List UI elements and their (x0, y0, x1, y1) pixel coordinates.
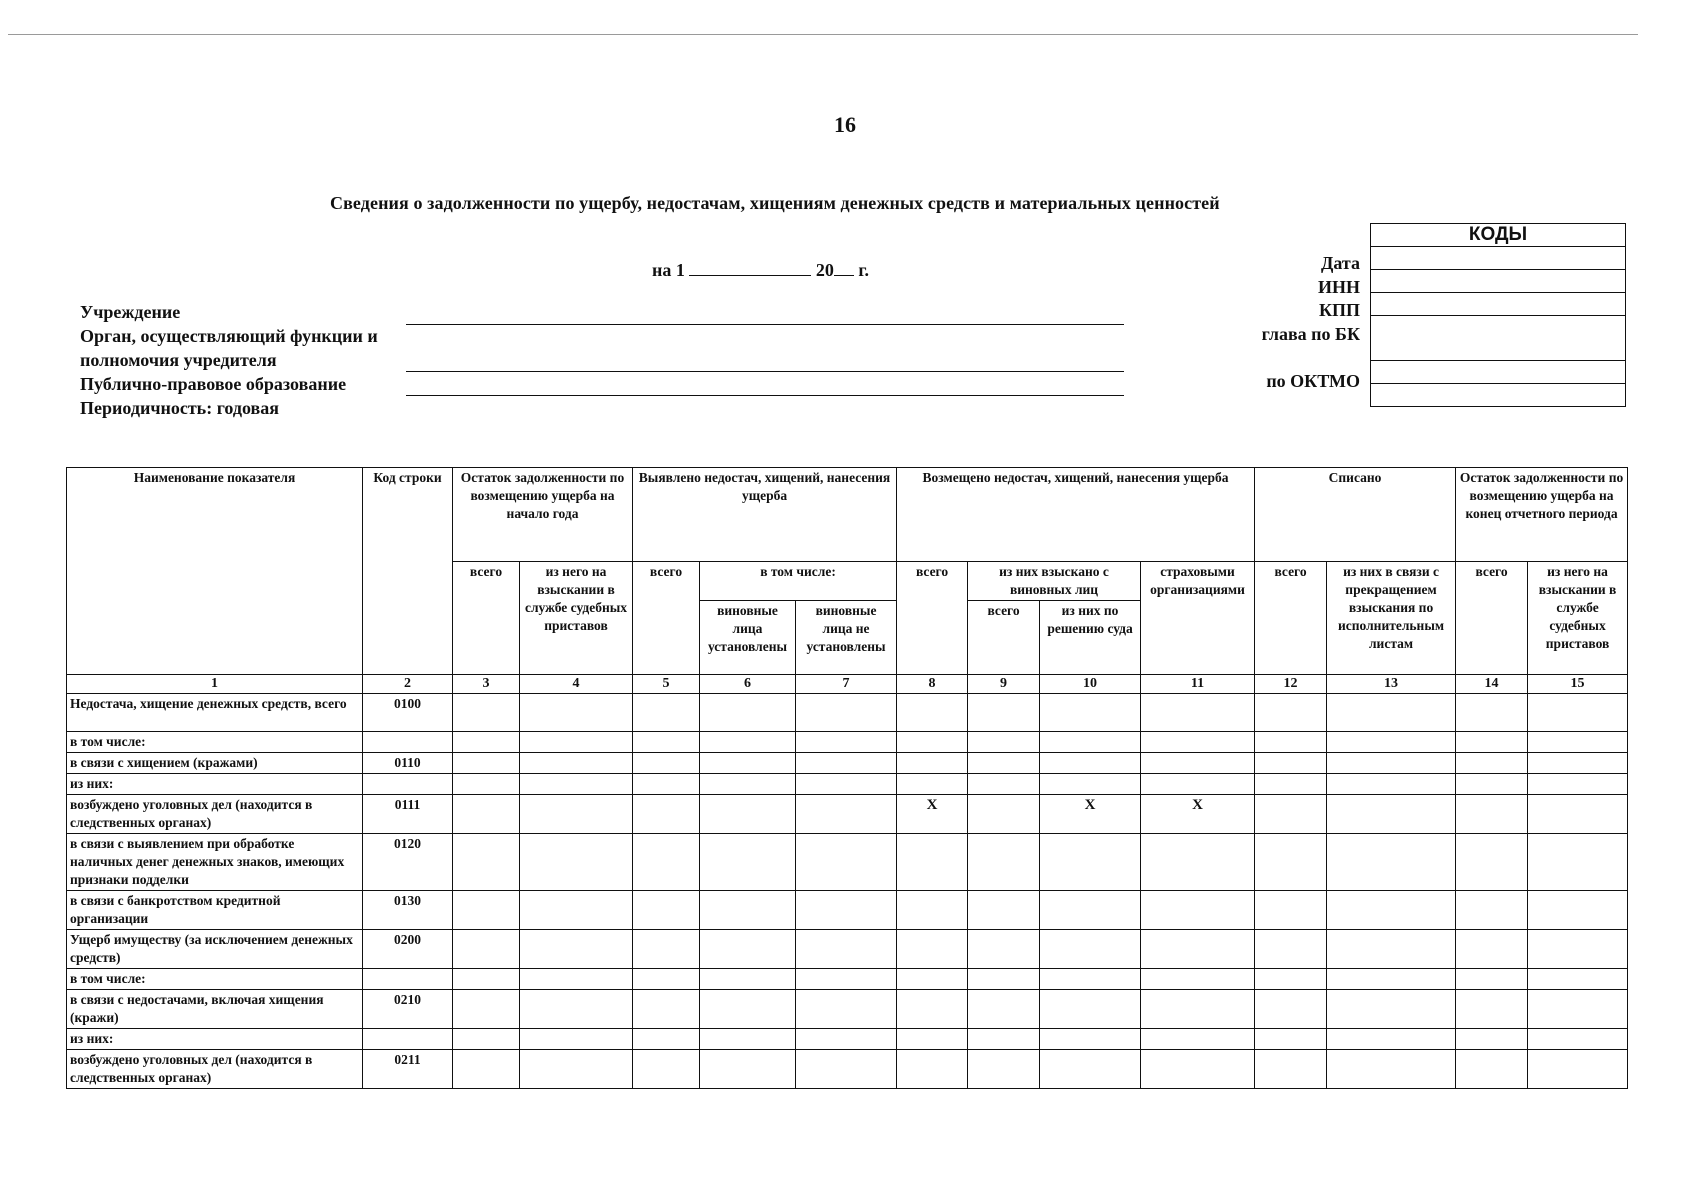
value-cell[interactable] (633, 753, 700, 774)
row-name: в том числе: (67, 969, 363, 990)
value-cell[interactable] (1141, 732, 1255, 753)
glava-bk-code-cell[interactable] (1371, 316, 1626, 361)
value-cell[interactable] (520, 774, 633, 795)
value-cell[interactable] (1327, 834, 1456, 891)
table-row (67, 1050, 1628, 1089)
value-cell[interactable] (1528, 990, 1628, 1029)
col-num: 4 (520, 675, 633, 694)
header-c4-bailiffs: из него на взыскании в службе судебных приставов (520, 562, 633, 675)
header-c8-total: всего (897, 562, 968, 675)
value-cell[interactable] (1255, 694, 1327, 732)
value-cell[interactable] (897, 732, 968, 753)
value-cell[interactable] (1141, 930, 1255, 969)
value-cell[interactable] (700, 732, 796, 753)
value-cell[interactable] (897, 774, 968, 795)
cell-x-mark: X (897, 795, 968, 834)
value-cell[interactable] (700, 774, 796, 795)
value-cell[interactable] (1327, 990, 1456, 1029)
value-cell[interactable] (1528, 1050, 1628, 1089)
value-cell[interactable] (520, 732, 633, 753)
value-cell[interactable] (1327, 774, 1456, 795)
value-cell[interactable] (520, 990, 633, 1029)
value-cell[interactable] (796, 1050, 897, 1089)
table-row (67, 1029, 1628, 1050)
value-cell[interactable] (453, 969, 520, 990)
value-cell[interactable] (1255, 891, 1327, 930)
value-cell[interactable] (1255, 795, 1327, 834)
value-cell[interactable] (1255, 930, 1327, 969)
value-cell[interactable] (453, 774, 520, 795)
value-cell[interactable] (1040, 969, 1141, 990)
value-cell[interactable] (1040, 1029, 1141, 1050)
header-name: Наименование показателя (67, 468, 363, 675)
column-number-row (67, 675, 1628, 694)
header-detected: Выявлено недостач, хищений, нанесения ущерба (633, 468, 897, 562)
value-cell[interactable] (1528, 834, 1628, 891)
value-cell[interactable] (897, 930, 968, 969)
value-cell[interactable] (1528, 930, 1628, 969)
header-c3-total: всего (453, 562, 520, 675)
page-number: 16 (834, 112, 856, 137)
value-cell[interactable] (1456, 990, 1528, 1029)
top-rule (8, 34, 1638, 35)
row-code: 0100 (363, 694, 453, 732)
value-cell[interactable] (796, 990, 897, 1029)
value-cell[interactable] (1255, 774, 1327, 795)
value-cell[interactable] (700, 891, 796, 930)
value-cell[interactable] (1255, 753, 1327, 774)
value-cell[interactable] (1040, 732, 1141, 753)
value-cell[interactable] (633, 930, 700, 969)
value-cell[interactable] (453, 1029, 520, 1050)
row-name: в том числе: (67, 732, 363, 753)
kpp-code-label: КПП (1318, 300, 1360, 320)
value-cell[interactable] (968, 694, 1040, 732)
value-cell[interactable] (968, 795, 1040, 834)
value-cell[interactable] (1327, 753, 1456, 774)
value-cell[interactable] (1040, 930, 1141, 969)
header-c9-total: всего (968, 601, 1040, 675)
value-cell[interactable] (633, 694, 700, 732)
value-cell[interactable] (968, 930, 1040, 969)
row-name: в связи с недостачами, включая хищения (кражи) (67, 990, 363, 1029)
col-num: 9 (968, 675, 1040, 694)
year-blank-field[interactable] (834, 257, 854, 276)
codes-table (1370, 223, 1626, 407)
cell-x-mark: X (1040, 795, 1141, 834)
value-cell[interactable] (520, 1029, 633, 1050)
value-cell[interactable] (1141, 774, 1255, 795)
table-row (67, 694, 1628, 732)
report-date-line (652, 257, 869, 281)
row-code: 0211 (363, 1050, 453, 1089)
row-code: 0210 (363, 990, 453, 1029)
value-cell[interactable] (1456, 1050, 1528, 1089)
value-cell[interactable] (796, 753, 897, 774)
value-cell[interactable] (968, 891, 1040, 930)
value-cell[interactable] (968, 774, 1040, 795)
value-cell[interactable] (453, 834, 520, 891)
col-num: 8 (897, 675, 968, 694)
header-written-off: Списано (1255, 468, 1456, 562)
value-cell[interactable] (796, 795, 897, 834)
value-cell[interactable] (968, 1050, 1040, 1089)
value-cell[interactable] (1327, 1050, 1456, 1089)
value-cell[interactable] (453, 1050, 520, 1089)
value-cell[interactable] (897, 694, 968, 732)
value-cell[interactable] (968, 1029, 1040, 1050)
row-code: 0130 (363, 891, 453, 930)
value-cell[interactable] (968, 732, 1040, 753)
value-cell[interactable] (796, 891, 897, 930)
value-cell[interactable] (1327, 732, 1456, 753)
header-c10-court: из них по решению суда (1040, 601, 1141, 675)
value-cell[interactable] (1255, 990, 1327, 1029)
inn-code-label: ИНН (1317, 277, 1360, 297)
value-cell[interactable] (633, 891, 700, 930)
value-cell[interactable] (453, 753, 520, 774)
value-cell[interactable] (968, 834, 1040, 891)
value-cell[interactable] (1141, 753, 1255, 774)
value-cell[interactable] (1040, 990, 1141, 1029)
value-cell[interactable] (1141, 834, 1255, 891)
header-compensated: Возмещено недостач, хищений, нанесения ущерба (897, 468, 1255, 562)
header-c13-writs: из них в связи с прекращением взыскания по исполнительным листам (1327, 562, 1456, 675)
header-c7-culprits-not-found: виновные лица не установлены (796, 601, 897, 675)
table-row (67, 774, 1628, 795)
row-name: в связи с банкротством кредитной организации (67, 891, 363, 930)
value-cell[interactable] (1456, 753, 1528, 774)
value-cell[interactable] (700, 834, 796, 891)
row-name: из них: (67, 1029, 363, 1050)
value-cell[interactable] (1255, 969, 1327, 990)
value-cell[interactable] (453, 732, 520, 753)
header-c5-total: всего (633, 562, 700, 675)
oktmo-code-cell[interactable] (1371, 361, 1626, 384)
founder-label-line2: полномочия учредителя (80, 350, 277, 370)
header-including: в том числе: (700, 562, 897, 601)
col-num: 1 (67, 675, 363, 694)
header-balance-start: Остаток задолженности по возмещению ущерба на начало года (453, 468, 633, 562)
value-cell[interactable] (796, 930, 897, 969)
value-cell[interactable] (633, 774, 700, 795)
value-cell[interactable] (453, 930, 520, 969)
col-num: 7 (796, 675, 897, 694)
value-cell[interactable] (968, 969, 1040, 990)
extra-code-cell[interactable] (1371, 384, 1626, 407)
header-code: Код строки (363, 468, 453, 675)
value-cell[interactable] (633, 795, 700, 834)
value-cell[interactable] (1456, 891, 1528, 930)
value-cell[interactable] (1327, 1029, 1456, 1050)
table-row (67, 969, 1628, 990)
value-cell[interactable] (1141, 969, 1255, 990)
value-cell[interactable] (897, 1029, 968, 1050)
value-cell[interactable] (1327, 694, 1456, 732)
value-cell[interactable] (1141, 1029, 1255, 1050)
value-cell[interactable] (1528, 969, 1628, 990)
value-cell[interactable] (796, 694, 897, 732)
col-num: 12 (1255, 675, 1327, 694)
value-cell[interactable] (1327, 795, 1456, 834)
header-recovered-culprits: из них взыскано с виновных лиц (968, 562, 1141, 601)
value-cell[interactable] (520, 795, 633, 834)
date-code-label: Дата (1321, 253, 1360, 273)
value-cell[interactable] (1456, 795, 1528, 834)
year-prefix: 20 (815, 260, 834, 280)
oktmo-label: по ОКТМО (1266, 371, 1360, 391)
value-cell[interactable] (633, 1050, 700, 1089)
col-num: 13 (1327, 675, 1456, 694)
header-c6-culprits-found: виновные лица установлены (700, 601, 796, 675)
glava-bk-label: глава по БК (1261, 324, 1360, 344)
value-cell[interactable] (1040, 774, 1141, 795)
row-code: 0111 (363, 795, 453, 834)
value-cell[interactable] (520, 969, 633, 990)
value-cell[interactable] (897, 990, 968, 1029)
table-body (67, 694, 1628, 1089)
value-cell[interactable] (1040, 1050, 1141, 1089)
value-cell[interactable] (453, 795, 520, 834)
value-cell[interactable] (897, 753, 968, 774)
row-name: возбуждено уголовных дел (находится в следственных органах) (67, 1050, 363, 1089)
institution-field[interactable] (406, 324, 1124, 325)
col-num: 14 (1456, 675, 1528, 694)
value-cell[interactable] (633, 732, 700, 753)
value-cell[interactable] (1255, 732, 1327, 753)
date-code-cell[interactable] (1371, 247, 1626, 270)
value-cell[interactable] (520, 694, 633, 732)
header-balance-end: Остаток задолженности по возмещению ущерба на конец отчетного периода (1456, 468, 1628, 562)
value-cell[interactable] (968, 990, 1040, 1029)
value-cell[interactable] (897, 891, 968, 930)
col-num: 3 (453, 675, 520, 694)
table-row (67, 930, 1628, 969)
value-cell[interactable] (1040, 834, 1141, 891)
table-row (67, 753, 1628, 774)
kpp-code-cell[interactable] (1371, 293, 1626, 316)
value-cell[interactable] (1040, 753, 1141, 774)
public-entity-field[interactable] (406, 395, 1124, 396)
value-cell[interactable] (700, 795, 796, 834)
value-cell[interactable] (1327, 969, 1456, 990)
date-blank-field[interactable] (689, 257, 811, 276)
value-cell[interactable] (1327, 891, 1456, 930)
row-name: Недостача, хищение денежных средств, всего (67, 694, 363, 732)
value-cell[interactable] (633, 834, 700, 891)
row-code: 0120 (363, 834, 453, 891)
codes-header: КОДЫ (1371, 224, 1626, 247)
value-cell[interactable] (633, 1029, 700, 1050)
row-code: 0110 (363, 753, 453, 774)
row-code (363, 1029, 453, 1050)
founder-label-line1: Орган, осуществляющий функции и (80, 326, 378, 346)
row-code (363, 969, 453, 990)
date-prefix: на 1 (652, 260, 685, 280)
col-num: 5 (633, 675, 700, 694)
row-name: из них: (67, 774, 363, 795)
public-entity-label: Публично-правовое образование (80, 374, 347, 394)
value-cell[interactable] (520, 1050, 633, 1089)
value-cell[interactable] (700, 753, 796, 774)
debt-table (66, 467, 1628, 1089)
row-code (363, 774, 453, 795)
inn-code-cell[interactable] (1371, 270, 1626, 293)
value-cell[interactable] (1255, 834, 1327, 891)
date-suffix: г. (858, 260, 870, 280)
table-row (67, 834, 1628, 891)
value-cell[interactable] (520, 891, 633, 930)
row-code: 0200 (363, 930, 453, 969)
cell-x-mark: X (1141, 795, 1255, 834)
founder-field[interactable] (406, 371, 1124, 372)
value-cell[interactable] (1141, 891, 1255, 930)
col-num: 6 (700, 675, 796, 694)
value-cell[interactable] (968, 753, 1040, 774)
value-cell[interactable] (453, 990, 520, 1029)
table-row (67, 990, 1628, 1029)
value-cell[interactable] (796, 834, 897, 891)
periodicity-label: Периодичность: годовая (80, 398, 280, 418)
header-c11-insurance: страховыми организациями (1141, 562, 1255, 675)
row-name: в связи с хищением (кражами) (67, 753, 363, 774)
value-cell[interactable] (897, 1050, 968, 1089)
value-cell[interactable] (1528, 753, 1628, 774)
value-cell[interactable] (1456, 930, 1528, 969)
row-name: возбуждено уголовных дел (находится в следственных органах) (67, 795, 363, 834)
value-cell[interactable] (1528, 891, 1628, 930)
value-cell[interactable] (1456, 834, 1528, 891)
value-cell[interactable] (1040, 694, 1141, 732)
value-cell[interactable] (520, 930, 633, 969)
value-cell[interactable] (1456, 969, 1528, 990)
header-c15-bailiffs: из него на взыскании в службе судебных приставов (1528, 562, 1628, 675)
value-cell[interactable] (796, 1029, 897, 1050)
value-cell[interactable] (1528, 795, 1628, 834)
value-cell[interactable] (1141, 694, 1255, 732)
value-cell[interactable] (1528, 732, 1628, 753)
col-num: 11 (1141, 675, 1255, 694)
value-cell[interactable] (796, 969, 897, 990)
value-cell[interactable] (1528, 774, 1628, 795)
value-cell[interactable] (700, 990, 796, 1029)
value-cell[interactable] (700, 1050, 796, 1089)
value-cell[interactable] (897, 834, 968, 891)
value-cell[interactable] (1255, 1029, 1327, 1050)
row-name: Ущерб имуществу (за исключением денежных средств) (67, 930, 363, 969)
value-cell[interactable] (1528, 694, 1628, 732)
header-c14-total: всего (1456, 562, 1528, 675)
header-c12-total: всего (1255, 562, 1327, 675)
value-cell[interactable] (700, 1029, 796, 1050)
value-cell[interactable] (700, 930, 796, 969)
value-cell[interactable] (897, 969, 968, 990)
table-row (67, 732, 1628, 753)
value-cell[interactable] (520, 753, 633, 774)
value-cell[interactable] (1255, 1050, 1327, 1089)
table-row (67, 795, 1628, 834)
value-cell[interactable] (633, 990, 700, 1029)
value-cell[interactable] (520, 834, 633, 891)
col-num: 15 (1528, 675, 1628, 694)
value-cell[interactable] (1456, 694, 1528, 732)
value-cell[interactable] (633, 969, 700, 990)
table-row (67, 891, 1628, 930)
value-cell[interactable] (1456, 732, 1528, 753)
value-cell[interactable] (1040, 891, 1141, 930)
value-cell[interactable] (1327, 930, 1456, 969)
value-cell[interactable] (1528, 1029, 1628, 1050)
value-cell[interactable] (796, 774, 897, 795)
value-cell[interactable] (700, 694, 796, 732)
value-cell[interactable] (796, 732, 897, 753)
row-name: в связи с выявлением при обработке наличных денег денежных знаков, имеющих признаки подделки (67, 834, 363, 891)
value-cell[interactable] (1456, 1029, 1528, 1050)
value-cell[interactable] (1141, 1050, 1255, 1089)
document-title: Сведения о задолженности по ущербу, недостачам, хищениям денежных средств и материальных ценностей (330, 193, 1220, 213)
col-num: 2 (363, 675, 453, 694)
value-cell[interactable] (453, 694, 520, 732)
value-cell[interactable] (700, 969, 796, 990)
col-num: 10 (1040, 675, 1141, 694)
value-cell[interactable] (1141, 990, 1255, 1029)
value-cell[interactable] (453, 891, 520, 930)
value-cell[interactable] (1456, 774, 1528, 795)
row-code (363, 732, 453, 753)
institution-label: Учреждение (80, 302, 181, 322)
